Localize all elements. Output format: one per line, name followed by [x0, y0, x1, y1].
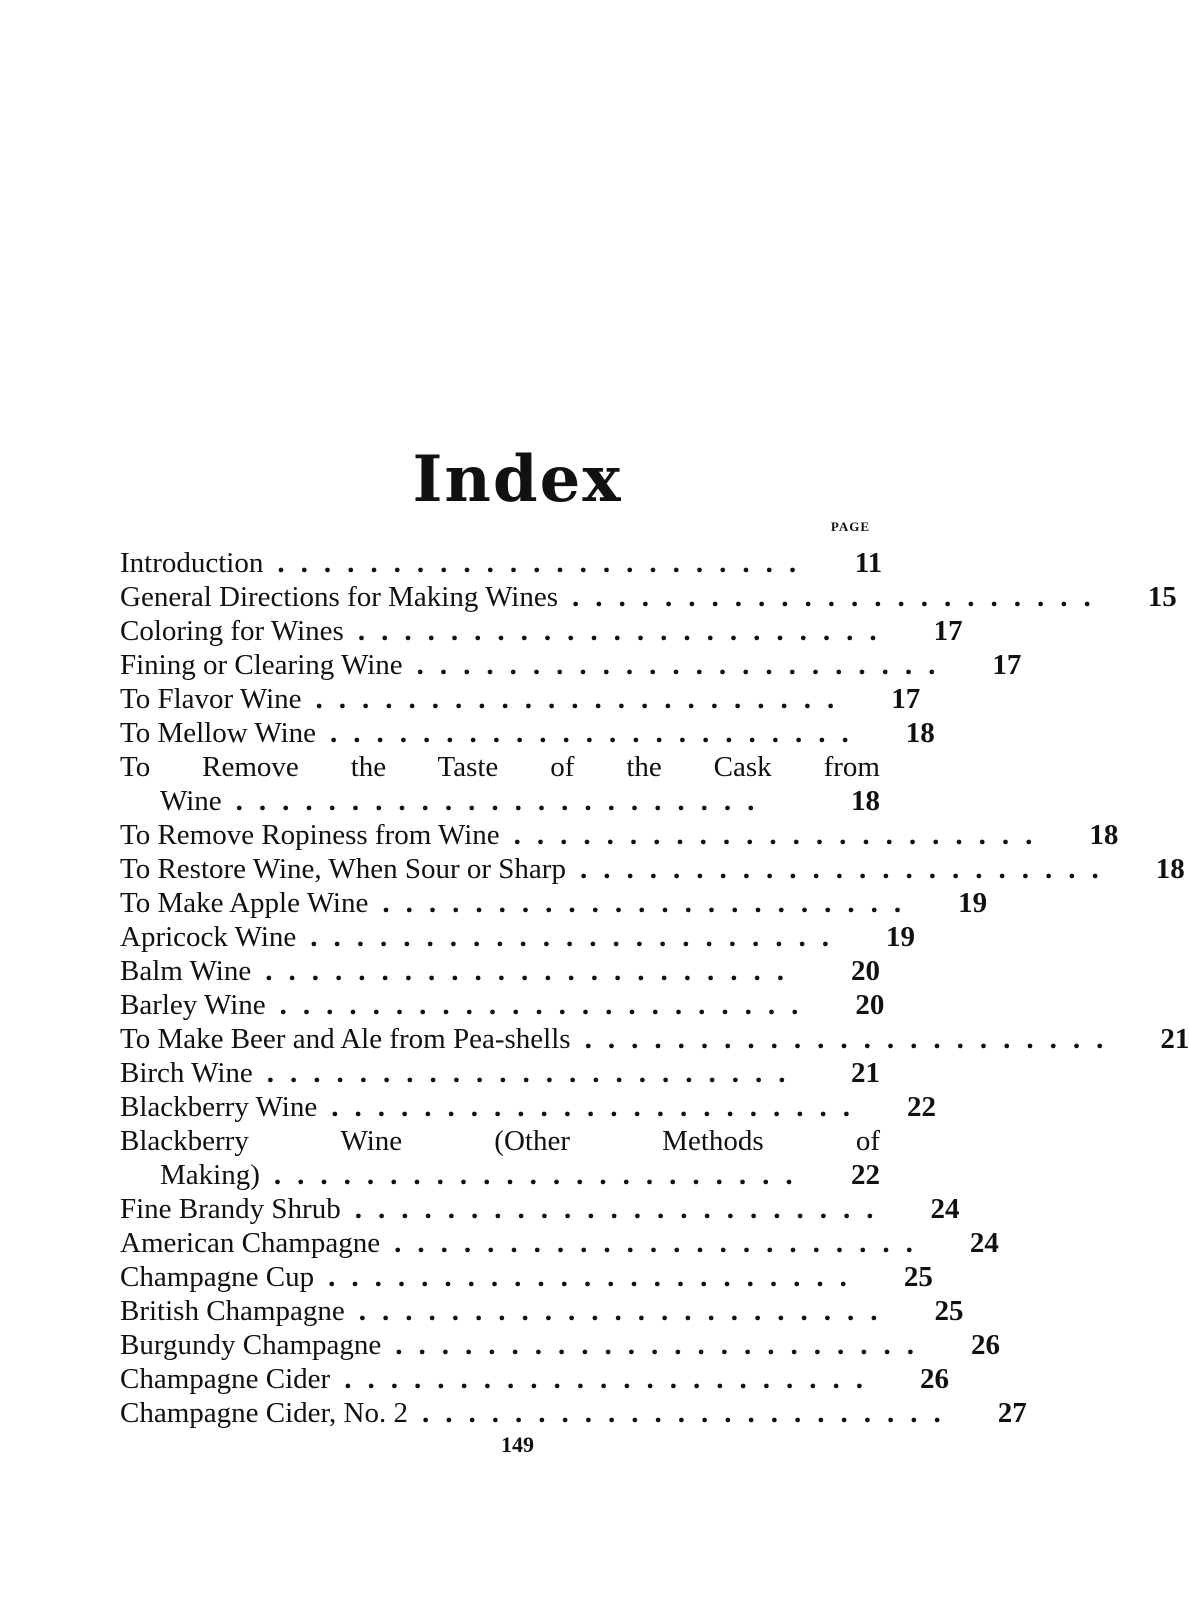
index-entry: Barley Wine ....................... 20 [120, 989, 885, 1021]
index-entry: Birch Wine ....................... 21 [120, 1057, 880, 1089]
index-entry: Introduction ....................... 11 [120, 547, 883, 579]
index-entry: Wine ....................... 18 [160, 785, 880, 817]
index-entry: British Champagne ....................... 25 [120, 1295, 964, 1327]
index-entry: To Make Beer and Ale from Pea-shells ....................... 21 [120, 1023, 1189, 1055]
index-entry: Apricock Wine ....................... 19 [120, 921, 916, 953]
index-entry: Fining or Clearing Wine ....................... 17 [120, 649, 1022, 681]
page-title: Index [412, 442, 623, 517]
index-entry: Coloring for Wines ....................... 17 [120, 615, 963, 647]
index-entry: Blackberry Wine ....................... 22 [120, 1091, 936, 1123]
page-column-header: PAGE [830, 519, 870, 534]
index-entry: American Champagne ....................... 24 [120, 1227, 999, 1259]
index-entry: Burgundy Champagne ....................... 26 [120, 1329, 1000, 1361]
index-entry: Champagne Cup ....................... 25 [120, 1261, 933, 1293]
index-entry: To Mellow Wine ....................... 18 [120, 717, 935, 749]
index-entry: Blackberry Wine (Other Methods of [120, 1125, 880, 1157]
index-entry: Balm Wine ....................... 20 [120, 955, 880, 987]
page-number: 149 [501, 1432, 534, 1457]
index-entry: To Restore Wine, When Sour or Sharp ....................... 18 [120, 853, 1185, 885]
index-entry: To Make Apple Wine ....................... 19 [120, 887, 988, 919]
index-entry: To Remove the Taste of the Cask from [120, 751, 880, 783]
index-entry: To Remove Ropiness from Wine ....................... 18 [120, 819, 1119, 851]
index-entry: Champagne Cider, No. 2 ....................... 27 [120, 1397, 1027, 1429]
index-entry: Making) ....................... 22 [160, 1159, 880, 1191]
index-entry: Fine Brandy Shrub ....................... 24 [120, 1193, 960, 1225]
index-entry: Champagne Cider ....................... 26 [120, 1363, 949, 1395]
index-entry: General Directions for Making Wines ....................... 15 [120, 581, 1177, 613]
index-entry: To Flavor Wine ....................... 17 [120, 683, 921, 715]
index-list [120, 546, 1189, 1430]
